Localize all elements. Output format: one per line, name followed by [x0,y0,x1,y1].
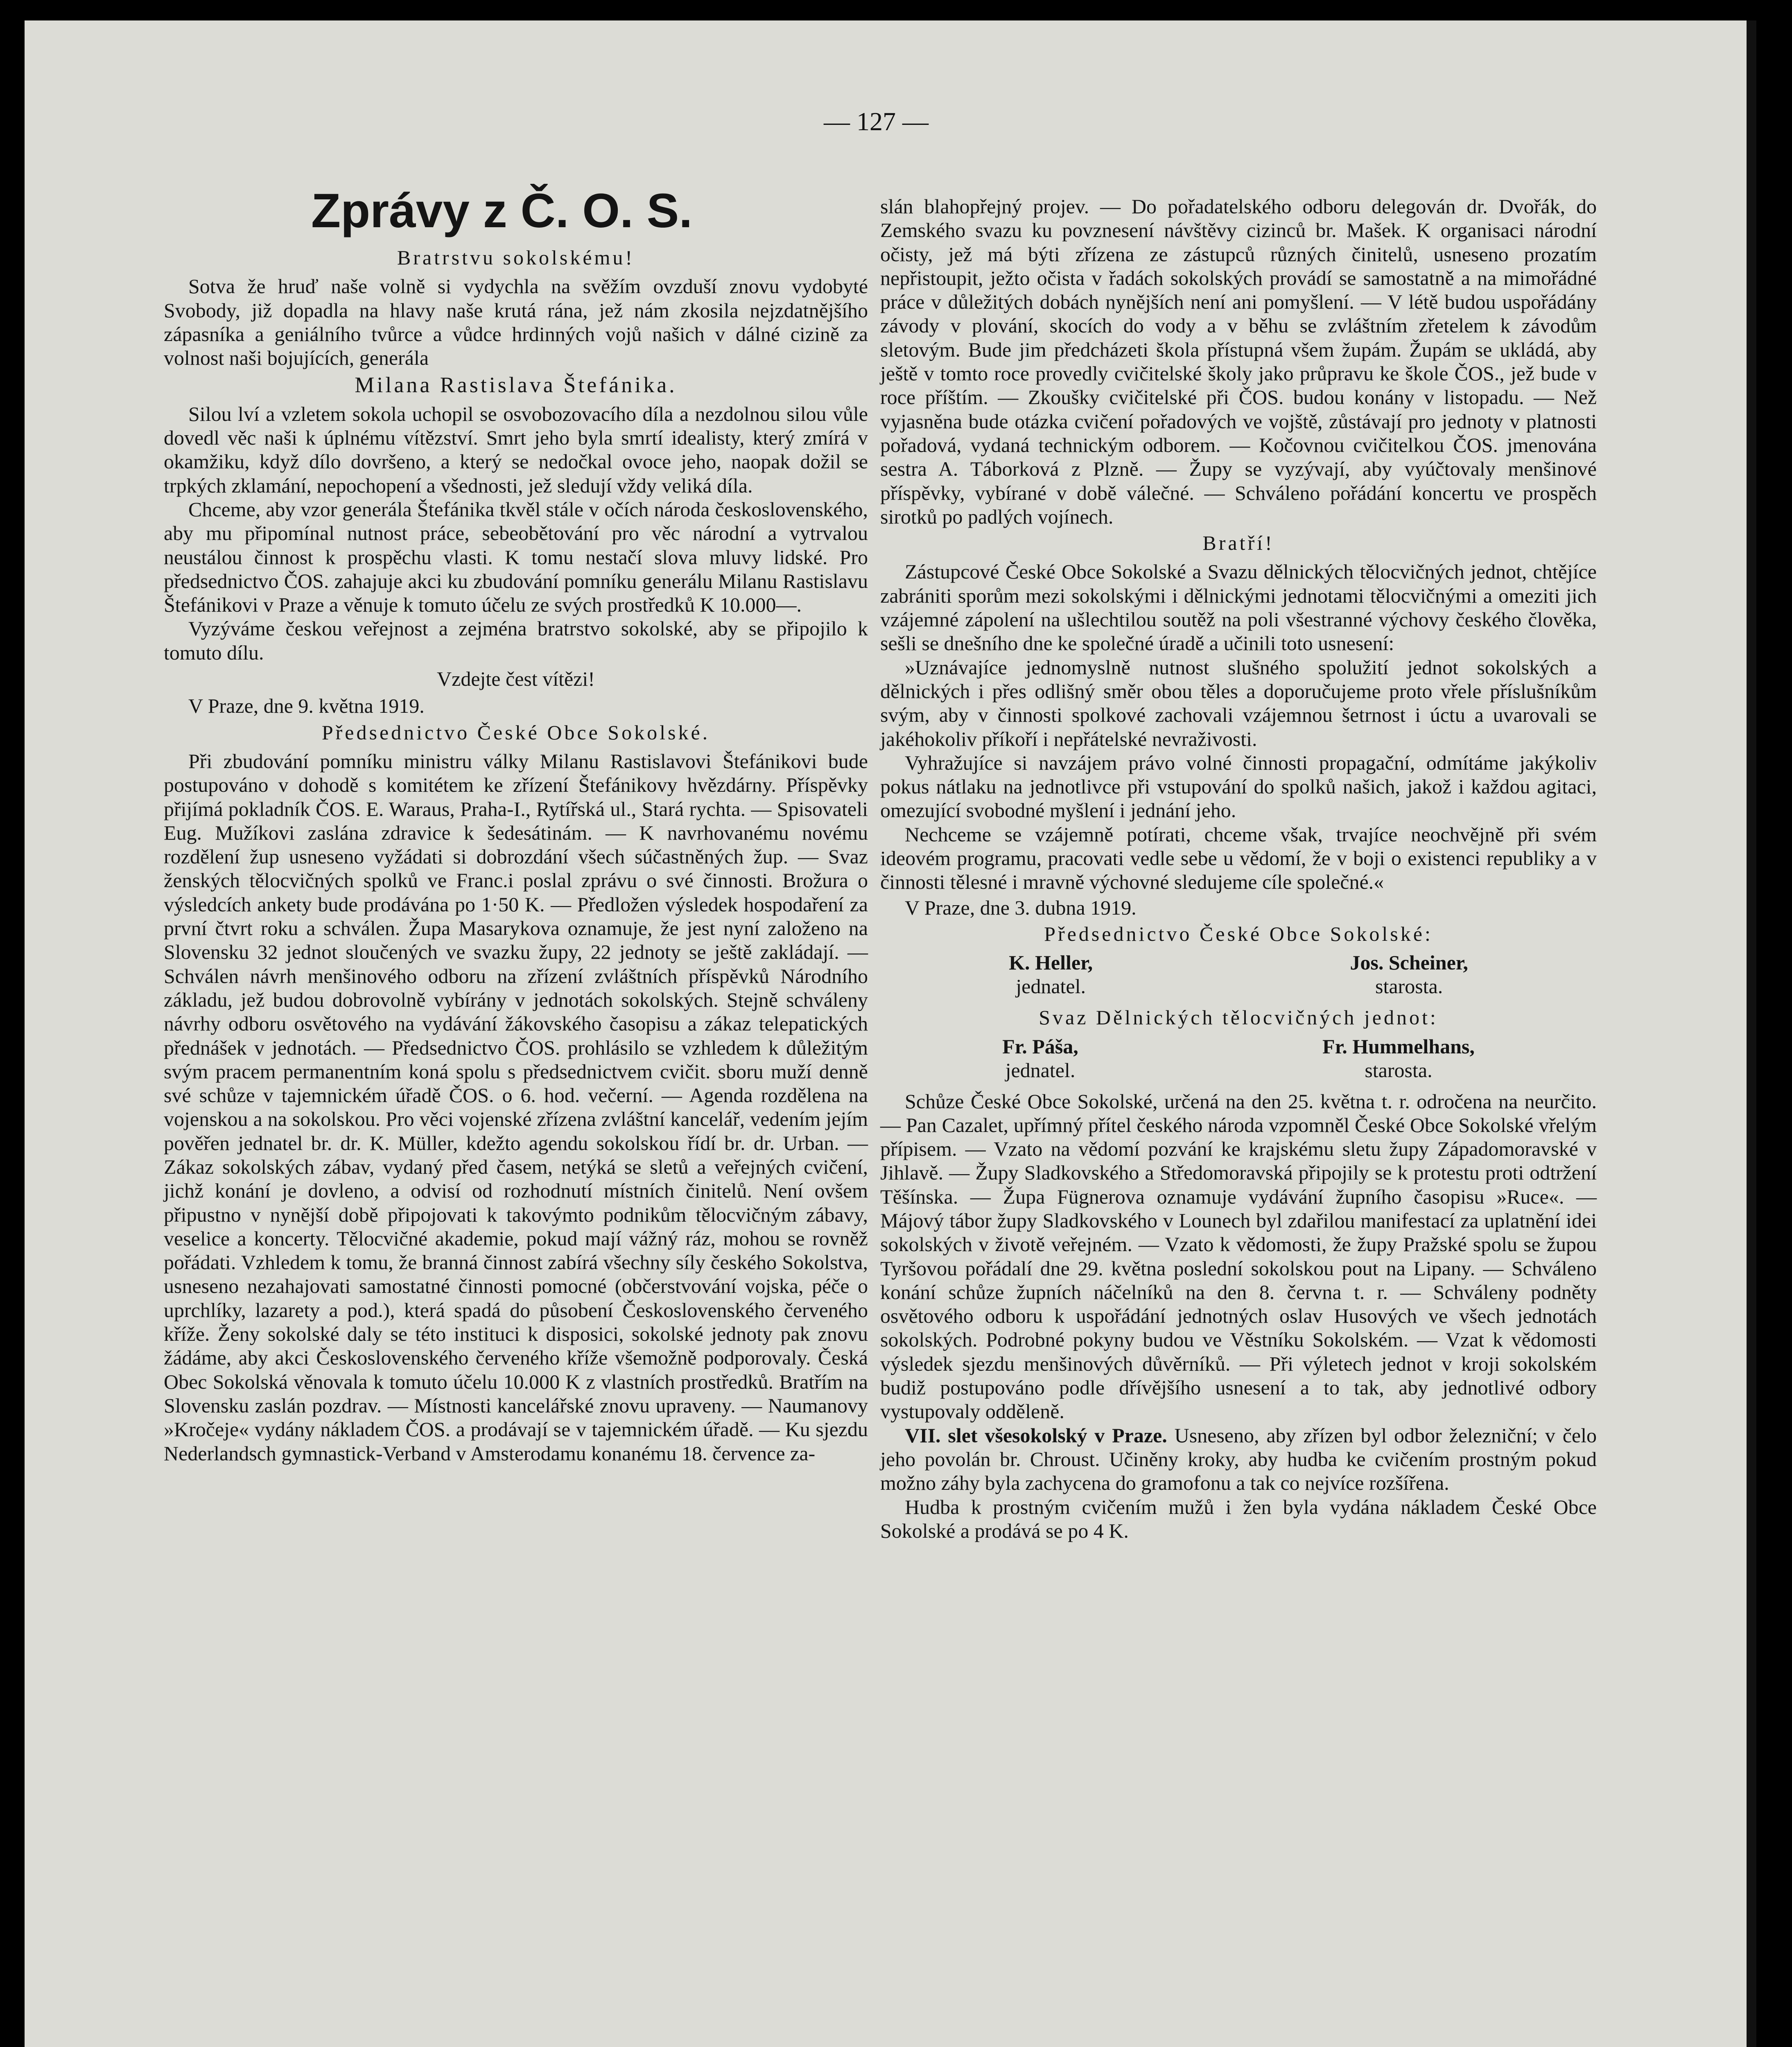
paragraph: Zástupcové České Obce Sokolské a Svazu dělnických tělocvičných jednot, chtějíce zabrániti sporům mezi sokolskými i dělnickými jednotami tělocvičnými a omeziti jich vzájemné zápolení na ušlechtilou soutěž na poli všestranné výchovy českého člověka, sešli se dnešního dne ke společné úradě a učinili toto usnesení: [880,560,1597,655]
paragraph: »Uznávajíce jednomyslně nutnost slušného spolužití jednot sokolských a dělnických i přes odlišný směr obou těles a doporučujeme proto vřele příslušníkům svým, aby v činnosti spolkové zachovali vzájemnou šetrnost i úctu a uvarovali se jakéhokoliv příkoří i nepřátelské nevraživosti. [880,655,1597,750]
paragraph: Vyzýváme českou veřejnost a zejména bratrstvo sokolské, aby se připojilo k tomuto dílu. [164,617,868,664]
organisation-line: Předsednictvo České Obce Sokolské: [1044,922,1433,945]
organisation-line: Svaz Dělnických tělocvičných jednot: [1039,1006,1438,1029]
scan-edge [1747,20,1756,2047]
paragraph: Silou lví a vzletem sokola uchopil se osvobozovacího díla a nezdolnou silou vůle dovedl věc naši k úplnému vítězství. Smrt jeho byla smrtí idealisty, který zmírá v okamžiku, když dílo dovršeno, a který se nedočkal ovoce jeho, naopak dožil se trpkých zklamání, nepochopení a všednosti, jež sledují vždy veliká díla. [164,402,868,497]
signatory-role: jednatel. [1005,1058,1076,1082]
paragraph-lead: VII. slet všesokolský v Praze. [905,1423,1167,1447]
signatory-role: starosta. [1365,1058,1433,1082]
paragraph [880,1423,1597,1495]
signatory-role: starosta. [1375,975,1443,998]
signature-line: Předsednictvo České Obce Sokolské. [321,721,710,744]
paragraph: Nechceme se vzájemně potírati, chceme však, trvajíce neochvějně při svém ideovém programu, pracovati vedle sebe u vědomí, že v boji o existenci republiky a v činnosti tělesné i mravně výchovné sledujeme cíle společné.« [880,822,1597,894]
signature-block [880,1035,1597,1082]
page-sheet [25,20,1756,2047]
signature-block [880,951,1597,998]
section-heading: Bratrstvu sokolskému! [397,246,635,269]
signatory [1350,951,1468,998]
signatory [1009,951,1093,998]
signatory-name: Fr. Hummelhans, [1322,1035,1475,1058]
section-heading: Bratří! [1202,531,1275,555]
paragraph: Hudba k prostným cvičením mužů i žen byla vydána nákladem České Obce Sokolské a prodává se po 4 K. [880,1495,1597,1542]
paragraph: Schůze České Obce Sokolské, určená na den 25. května t. r. odročena na neurčito. — Pan Cazalet, upřímný přítel českého národa vzpomněl České Obce Sokolské vřelým přípisem. — Vzato na vědomí pozvání ke krajskému sletu župy Západomoravské v Jihlavě. — Župy Sladkovského a Středomoravská připojily se k protestu proti odtržení Těšínska. — Župa Fügnerova oznamuje vydávání župního časopisu »Ruce«. — Májový tábor župy Sladkovského v Lounech byl zdařilou manifestací za uplatnění idei sokolských v životě veřejném. — Vzato k vědomosti, že župy Pražské spolu se župou Tyršovou pořádalí dne 29. května poslední sokolskou pout na Lipany. — Schváleno konání schůze župních náčelníků na den 8. června t. r. — Schváleny podněty osvětového odboru k uspořádání jednotných oslav Husových ve všech jednotách sokolských. Podrobné pokyny budou ve Věstníku Sokolském. — Vzat k vědomosti výsledek sjezdu menšinových důvěrníků. — Při výletech jednot v kroji sokolském budiž postupováno podle dřívějšího usnesení a to tak, aby jednotlivé odbory vystupovaly odděleně. [880,1089,1597,1423]
paragraph: Vyhražujíce si navzájem právo volné činnosti propagační, odmítáme jakýkoliv pokus nátlaku na jednotlivce při vstupování do spolků našich, jakož i každou agitaci, omezující svobodné myšlení i jednání jeho. [880,751,1597,822]
paragraph-text: Usneseno, aby zřízen byl odbor železniční; v čelo jeho povolán br. Chroust. Učiněny kroky, aby hudba ke cvičením prostným pokud možno záhy byla zachycena do gramofonu a tak co nejvíce rozšířena. [880,1423,1597,1495]
left-column [164,184,868,1465]
signatory-name: K. Heller, [1009,951,1093,974]
date-line: V Praze, dne 3. dubna 1919. [905,896,1137,919]
right-column [880,194,1597,1543]
date-line: V Praze, dne 9. května 1919. [188,694,425,718]
paragraph: slán blahopřejný projev. — Do pořadatelského odboru delegován dr. Dvořák, do Zemského svazu ku povznesení návštěvy cizinců br. Mašek. K organisaci národní očisty, jež má býti zřízena ze zástupců různých činitelů, usneseno prozatím nepřistoupit, ježto očista v řadách sokolských provádí se samostatně a na mimořádné práce v důležitých dobách nynějších není ani pomyšlení. — V létě budou uspořádány závody v plování, skocích do vody a v běhu se zvláštním zřetelem k závodům sletovým. Bude jim předcházeti škola přístupná všem župám. Župám se ukládá, aby ještě v tomto roce provedly cvičitelské školy jako průpravu ke škole ČOS., jež bude v roce příštím. — Zkoušky cvičitelské při ČOS. budou konány v listopadu. — Než vyjasněna bude otázka cvičení pořadových ve vojště, zůstávají pro jednoty v platnosti pořadová, vydaná technickým odborem. — Kočovnou cvičitelkou ČOS. jmenována sestra A. Táborková z Plzně. — Župy se vyzývají, aby vyúčtovaly menšinové příspěvky, vybírané v době válečné. — Schváleno pořádání koncertu ve prospěch sirotků po padlých vojínech. [880,195,1597,528]
signatory-name: Fr. Páša, [1002,1035,1078,1058]
page-number: — 127 — [824,107,929,136]
signatory [1002,1035,1078,1082]
name-line: Milana Rastislava Štefánika. [355,373,677,398]
signatory [1322,1035,1475,1082]
slogan: Vzdejte čest vítězi! [437,667,595,691]
paragraph: Chceme, aby vzor generála Štefánika tkvěl stále v očích národa československého, aby mu připomínal nutnost práce, sebeobětování pro věc národní a vytrvalou neustálou činnost k prospěchu vlasti. K tomu nestačí slova mluvy lidské. Pro předsednictvo ČOS. zahajuje akci ku zbudování pomníku generálu Milanu Rastislavu Štefánikovi v Praze a věnuje k tomuto účelu ze svých prostředků K 10.000—. [164,497,868,617]
signatory-name: Jos. Scheiner, [1350,951,1468,974]
paragraph: Sotva že hruď naše volně si vydychla na svěžím ovzduší znovu vydobyté Svobody, již dopadla na hlavy naše krutá rána, jež nám zkosila nejzdatnějšího zápasníka a geniálního tvůrce a vůdce hrdinných vojů našich v dálné cizině za volnost naši bojujících, generála [164,275,868,370]
signatory-role: jednatel. [1016,975,1086,998]
paragraph: Při zbudování pomníku ministru války Milanu Rastislavovi Štefánikovi bude postupováno v dohodě s komitétem ke zřízení Štefánikovy hvězdárny. Příspěvky přijímá pokladník ČOS. E. Waraus, Praha-I., Rytířská ul., Stará rychta. — Spisovateli Eug. Mužíkovi zaslána zdravice k šedesátinám. — K navrhovanému novému rozdělení žup usneseno vyžádati si dobrozdání všech súčastněných žup. — Svaz ženských tělocvičných spolků ve Franc.i poslal zprávu o své činnosti. Brožura o výsledcích ankety bude prodávána po 1·50 K. — Předložen výsledek hospodaření za první čtvrt roku a schválen. Župa Masarykova oznamuje, že jest nyní založeno na Slovensku 32 jednot sloučených ve svazku župy, 22 jednoty se ještě zakládají. — Schválen návrh menšinového odboru na zřízení zvláštních příspěvků Národního základu, jež budou dobrovolně vybírány v jednotách sokolských. Stejně schváleny návrhy odboru osvětového na vydávání žákovského časopisu a zákaz telepatických přednášek v jednotách. — Předsednictvo ČOS. prohlásilo se vzhledem k důležitým svým pracem permanentním koná spolu s předsednictvem cvičit. sboru muží denně své schůze v tajemnickém úřadě ČOS. o 6. hod. večerní. — Agenda rozdělena na vojenskou a na sokolskou. Pro věci vojenské zřízena zvláštní kancelář, vedením jejím pověřen jednatel br. dr. K. Müller, kdežto agendu sokolskou řídí br. dr. Urban. — Zákaz sokolských zábav, vydaný před časem, netýká se sletů a veřejných cvičení, jichž konání je dovleno, a odvisí od rozhodnutí místních činitelů. Není ovšem připustno v nynější době připojovati k takovýmto podnikům tělocvičným zábavy, veselice a koncerty. Tělocvičné akademie, pokud mají vážný ráz, mohou se rovněž pořádati. Vzhledem k tomu, že branná činnost zabírá všechny síly českého Sokolstva, usneseno nezahajovati samostatné činnosti pomocné (občerstvování vojska, péče o uprchlíky, lazarety a pod.), která spadá do působení Československého červeného kříže. Ženy sokolské daly se této instituci k disposici, sokolské jednoty pak znovu žádáme, aby akci Československého červeného kříže všemožně podporovaly. Česká Obec Sokolská věnovala k tomuto účelu 10.000 K z vlastních prostředků. Bratřím na Slovensku zaslán pozdrav. — Místnosti kancelářské znovu upraveny. — Naumanovy »Kročeje« vydány nákladem ČOS. a prodávají se v tajemnickém úřadě. — Ku sjezdu Nederlandsch gymnastick-Verband v Amsterodamu konanému 18. července za- [164,749,868,1465]
page-title: Zprávy z Č. O. S. [311,184,693,238]
